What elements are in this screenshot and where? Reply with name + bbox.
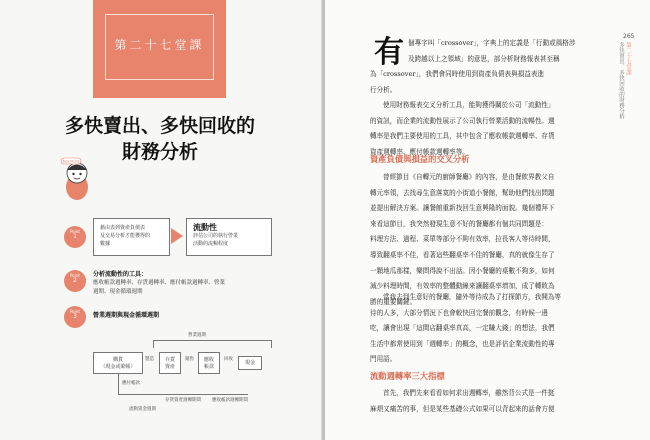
text-line: 轉率是我們主要使用的工具，其中包含了應收帳款週轉率、存貨 bbox=[370, 132, 555, 141]
text-line: 行分析。 bbox=[370, 85, 397, 94]
intro-paragraph-opening bbox=[408, 36, 608, 67]
point2-line: 應收帳款週轉率、存貨週轉率、應付帳款週轉率、營業 bbox=[93, 280, 226, 286]
cash-cycle-label: 流動資金週期 bbox=[129, 407, 156, 412]
lesson-banner bbox=[93, 0, 226, 98]
text-line: 導致翻桌率不佳，看著這些翻桌率不佳的餐廳，真的就像生存了 bbox=[370, 250, 555, 259]
text-line: 吃，讓會出現「這間店翻桌率真高，一定賺大錢」的想法，我們 bbox=[370, 324, 555, 333]
text-line: 麻煩又痛苦的事，但是某些基礎公式如果可以背起來的話會方便 bbox=[370, 404, 555, 413]
running-head-lesson: 第二十七堂課 bbox=[625, 42, 631, 75]
point2-title: 分析流動性的工具： bbox=[93, 271, 148, 278]
receivable-period-label: 應收帳款週轉期間 bbox=[212, 398, 248, 403]
running-head bbox=[619, 42, 631, 119]
text-line: 首先，我們先來看看如何求出週轉率，雖然背公式是一件挺 bbox=[383, 389, 555, 397]
purchase-box bbox=[93, 352, 143, 374]
liquidity-title: 流動性 bbox=[193, 223, 217, 232]
point1-liquidity-box bbox=[186, 218, 272, 256]
left-page bbox=[0, 0, 323, 440]
text-line: 使用財務報表交叉分析工具，能夠獲得關於公司「流動性」 bbox=[383, 101, 555, 110]
mascot-caption: Key Point bbox=[62, 159, 80, 164]
chapter-title-line1: 多快賣出、多快回收的 bbox=[64, 115, 255, 137]
page-number: 265 bbox=[623, 33, 635, 40]
bottom-line bbox=[118, 394, 248, 395]
point-number: 1 bbox=[73, 233, 77, 241]
payable-label: 應付帳款 bbox=[122, 381, 140, 386]
manufacture-label: 製造 bbox=[145, 357, 154, 362]
operating-cycle-line bbox=[153, 340, 271, 341]
text-line: 減少料理時間，有效率的整體動線來讓翻桌率增加，成了轉敗為 bbox=[370, 282, 555, 291]
arrow-right-icon bbox=[171, 228, 183, 244]
text-line: 轉元率領，去找尋生意落寞的小街道小餐館，幫助他們找出問題 bbox=[370, 188, 555, 197]
collection-label: 回收 bbox=[224, 357, 233, 362]
cash-box: 現金 bbox=[238, 356, 262, 370]
receivable-label: 應收 bbox=[203, 357, 214, 363]
cycle-flow-diagram bbox=[93, 318, 278, 412]
text-line: 為「crossover」，我們會同時使用到資產負債表與損益表進 bbox=[370, 70, 545, 78]
receivable-box bbox=[198, 352, 220, 374]
point-number: 3 bbox=[73, 313, 77, 321]
liquidity-desc-line: 活動的流暢程度 bbox=[193, 241, 229, 247]
point3-title: 營業週期與現金循環週期 bbox=[93, 312, 160, 319]
text-line: 曾經節目《自轉元的廚師餐廳》的內容，是由餐飲界教父自 bbox=[383, 173, 555, 181]
liquidity-desc-line: 評估公司的執行營業 bbox=[193, 233, 239, 239]
text-line: 生活中都常使用到「週轉率」的概念，也是評估企業流動性的專 bbox=[370, 339, 555, 348]
point2-line: 週期、現金循環週期 bbox=[93, 289, 143, 295]
purchase-sublabel: （現金或賒帳） bbox=[100, 364, 136, 370]
sales-label: 銷售 bbox=[185, 357, 194, 362]
point-badge-1 bbox=[64, 226, 86, 248]
point1-left-line: 及交易分析才能獲得的 bbox=[100, 233, 151, 239]
inventory-label: 存貨 bbox=[164, 357, 175, 363]
text-line: 當我去到生意好的餐廳，隨外等待成為了打探節方，我開為等 bbox=[383, 293, 562, 301]
mascot-illustration bbox=[57, 157, 97, 205]
payable-connector bbox=[118, 374, 119, 394]
point-label: Point bbox=[70, 309, 80, 314]
inventory-sublabel: 資產 bbox=[164, 364, 175, 370]
point1-left-line: 數據 bbox=[100, 241, 111, 247]
point-label: Point bbox=[70, 273, 80, 278]
lesson-label: 第二十七堂課 bbox=[114, 38, 205, 52]
turnover-paragraph bbox=[370, 290, 608, 368]
text-line: 個專字叫「crossover」，字典上的定義是「行動或風格涉 bbox=[408, 39, 576, 47]
chapter-title-line2: 財務分析 bbox=[121, 141, 198, 163]
drop-cap: 有 bbox=[374, 35, 404, 70]
text-line: 勝的重要關鍵。 bbox=[370, 297, 417, 306]
text-line: 資產週轉率、應付帳款週轉率等。 bbox=[370, 147, 469, 156]
text-line: 來看這節目，我突然發現生意不好的餐廳都有個共同問題是： bbox=[370, 219, 549, 228]
operating-cycle-tick bbox=[271, 340, 272, 348]
text-line: 及跨越以上之領域」的意思，部分析財務報表甚至稱 bbox=[408, 54, 560, 63]
formula-paragraph bbox=[370, 386, 608, 417]
receivable-sublabel: 帳款 bbox=[203, 364, 214, 370]
text-line: 門用語。 bbox=[370, 355, 397, 364]
inventory-period-label: 存貨資產週轉期間 bbox=[165, 398, 201, 403]
point2-text bbox=[93, 270, 273, 297]
key-point-diagram bbox=[58, 200, 278, 435]
inventory-box bbox=[159, 352, 181, 374]
section-heading-three-indicators: 流動週轉率三大指標 bbox=[370, 371, 445, 381]
point1-data-box bbox=[93, 218, 170, 256]
point-badge-3 bbox=[64, 306, 86, 328]
purchase-label: 購貨 bbox=[112, 357, 123, 363]
intro-paragraph bbox=[370, 67, 608, 161]
operating-cycle-label: 營業週期 bbox=[188, 333, 206, 338]
operating-cycle-tick bbox=[153, 340, 154, 348]
text-line: 並提出解決方案。讓餐館重新找回生意興隆的面貌。幾個禮拜下 bbox=[370, 204, 555, 213]
running-head-title: 多快賣出、多快回收的財務分析 bbox=[618, 42, 624, 119]
point-number: 2 bbox=[73, 277, 77, 285]
text-line: 一顆地瓜那樣，樂問得說不出話。因小餐廳的桌數不夠多，如何 bbox=[370, 266, 555, 275]
text-line: 料理方法、過程、菜單等部分不夠有效率，拉長客人等待時間， bbox=[370, 235, 555, 244]
point1-left-line: 藉由表列資產負債表 bbox=[100, 225, 146, 231]
point-label: Point bbox=[70, 229, 80, 234]
point-badge-2 bbox=[64, 270, 86, 292]
section-heading-cross-analysis: 資產負債與損益的交叉分析 bbox=[370, 154, 470, 164]
text-line: 的資訊，而企業的流動性展示了公司執行營業活動的流暢性。週 bbox=[370, 116, 555, 125]
text-line: 待的人多，大部分情況下也會較快回完餐前觀念，有時候一邊 bbox=[370, 308, 549, 317]
